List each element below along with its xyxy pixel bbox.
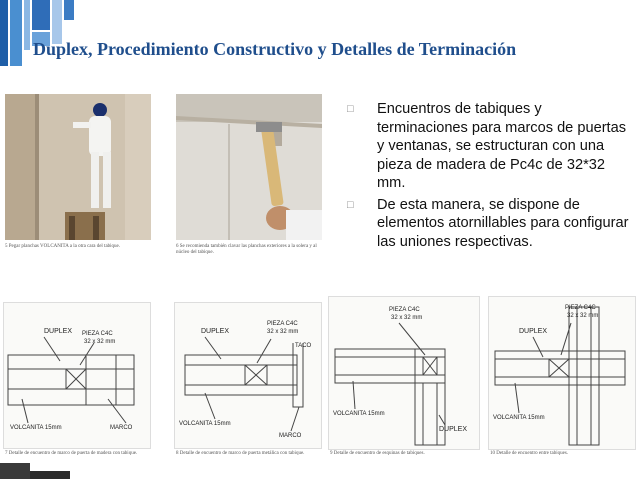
label-marco: MARCO bbox=[110, 425, 133, 431]
drawing-2-caption: 8 Detalle de encuentro de marco de puerta metálica con tabique. bbox=[176, 451, 305, 456]
bullet-text: Encuentros de tabiques y terminaciones para marcos de puertas y ventanas, se estructuran con una pieza de madera de Pc4c de 32*32 mm. bbox=[377, 101, 627, 191]
label-pieza: PIEZA C4C bbox=[389, 307, 420, 313]
label-pieza: PIEZA C4C bbox=[267, 321, 298, 327]
label-duplex: DUPLEX bbox=[439, 426, 468, 433]
drawing-1-caption: 7 Detalle de encuentro de marco de puerta de madera con tabique. bbox=[5, 451, 138, 456]
bullet-text: De esta manera, se dispone de elementos atornillables para configurar las uniones respectivas. bbox=[377, 196, 629, 250]
bullet-item bbox=[345, 196, 635, 252]
detail-drawing-3 bbox=[328, 296, 480, 450]
photo-1-caption: 5 Pegar planchas VOLCANITA a la otra cara del tabique. bbox=[5, 244, 121, 249]
label-dimension: 32 x 32 mm bbox=[391, 315, 423, 321]
label-duplex: DUPLEX bbox=[201, 328, 230, 335]
slide-title: Duplex, Procedimiento Constructivo y Detalles de Terminación bbox=[33, 39, 517, 59]
hammer-photo-image bbox=[176, 94, 322, 240]
bullet-item bbox=[345, 100, 635, 193]
label-volcanita: VOLCANITA 15mm bbox=[493, 415, 545, 421]
bullet-marker-icon: □ bbox=[347, 198, 354, 211]
detail-drawing-2-image bbox=[175, 303, 321, 448]
detail-drawing-4-image bbox=[489, 297, 635, 449]
label-dimension: 32 x 32 mm bbox=[567, 313, 599, 319]
detail-drawing-1-image bbox=[4, 303, 150, 448]
label-taco: TACO bbox=[295, 343, 312, 349]
label-volcanita: VOLCANITA 15mm bbox=[333, 411, 385, 417]
label-marco: MARCO bbox=[279, 433, 302, 439]
detail-drawing-2 bbox=[174, 302, 322, 449]
drawing-3-caption: 9 Detalle de encuentro de esquinas de tabiques. bbox=[330, 451, 425, 456]
label-pieza: PIEZA C4C bbox=[565, 305, 596, 311]
label-pieza: PIEZA C4C bbox=[82, 331, 113, 337]
label-dimension: 32 x 32 mm bbox=[84, 339, 116, 345]
detail-drawing-3-image bbox=[329, 297, 479, 449]
label-duplex: DUPLEX bbox=[44, 328, 73, 335]
detail-drawing-1 bbox=[3, 302, 151, 449]
label-volcanita: VOLCANITA 15mm bbox=[179, 421, 231, 427]
detail-drawing-4 bbox=[488, 296, 636, 450]
bullet-marker-icon: □ bbox=[347, 103, 354, 115]
drawing-4-caption: 10 Detalle de encuentro entre tabiques. bbox=[490, 451, 569, 456]
worker-photo-image bbox=[5, 94, 151, 240]
label-volcanita: VOLCANITA 15mm bbox=[10, 425, 62, 431]
bullet-list bbox=[345, 100, 635, 254]
label-duplex: DUPLEX bbox=[519, 328, 548, 335]
photo-2-caption: 6 Se recomienda también clavar las planchas exteriores a la solera y al núcleo del tabique. bbox=[176, 244, 317, 255]
bottom-decoration-block bbox=[0, 463, 30, 479]
label-dimension: 32 x 32 mm bbox=[267, 329, 299, 335]
photo-worker-installing-panel bbox=[5, 94, 151, 240]
photo-hammer-nailing bbox=[176, 94, 322, 240]
